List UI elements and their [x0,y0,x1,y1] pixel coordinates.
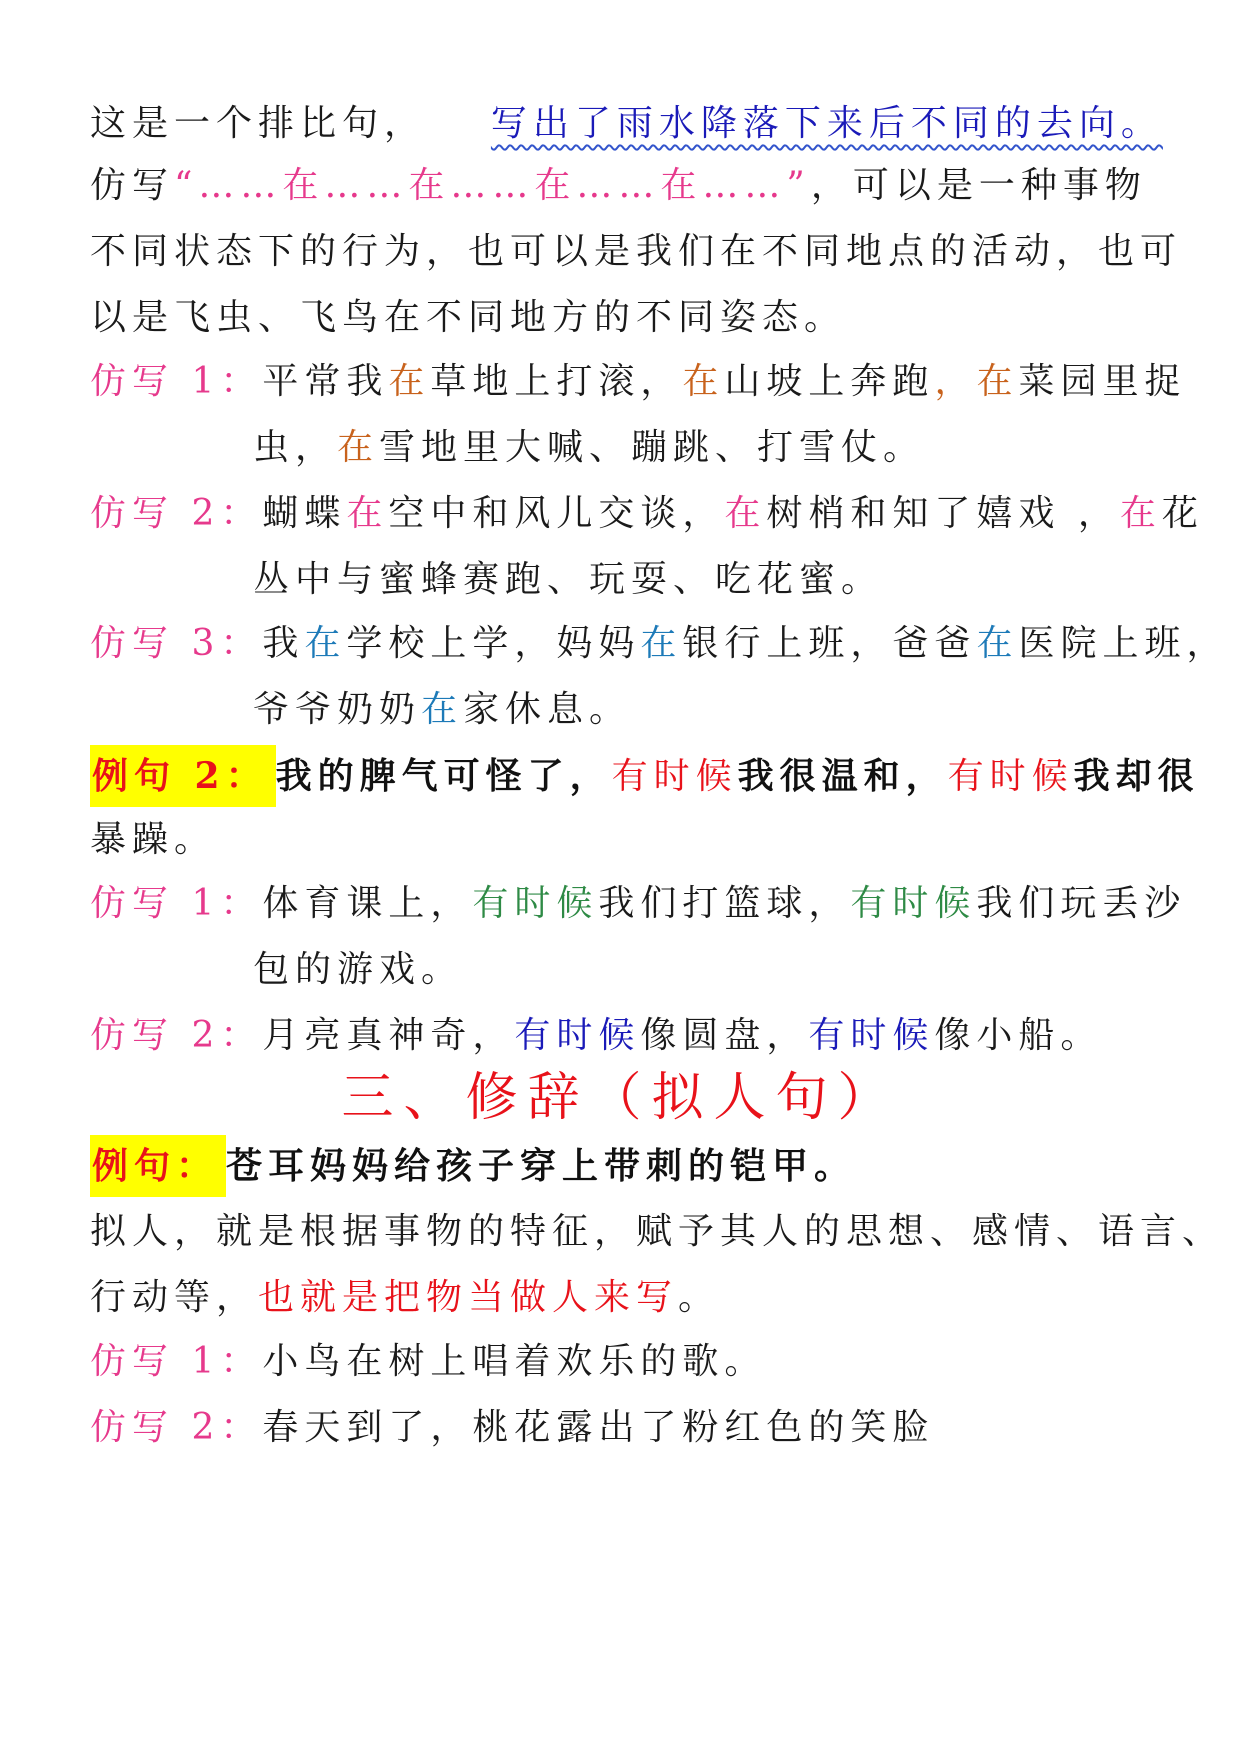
sentence-text: 我很温和， [737,755,948,797]
keyword-zai: 在 [346,493,389,534]
sentence-text: 菜园里捉 [1018,361,1187,402]
keyword-sometimes: 有时候 [947,756,1074,797]
sentence-text: 月亮真神奇， [262,1015,515,1056]
personification-definition-line1: 拟人，就是根据事物的特征，赋予其人的思想、感情、语言、 [90,1211,1225,1252]
imitation-personification-2 [90,1404,934,1452]
imitation-label: 仿写 1： [90,1341,263,1382]
imitation-sometimes-1-line2: 包的游戏。 [253,949,464,990]
keyword-zai: 在 [1119,493,1162,534]
sentence-text: 草地上打滚， [430,361,683,402]
paragraph-imitation-guide-line1 [90,162,1147,210]
personification-definition-line2 [90,1274,720,1322]
imitation-label: 仿写 2： [90,1407,263,1448]
sentence-text: 虫， [253,427,338,468]
keyword-sometimes: 有时候 [808,1015,935,1056]
example-label-highlight: 例句： [90,1135,226,1197]
sentence-text: 我却很 [1073,755,1200,797]
sentence-text: 爷爷奶奶 [253,689,422,730]
keyword-zai: 在 [388,361,431,402]
sentence-text: 像圆盘， [640,1015,809,1056]
imitation-label: 仿写 1： [90,361,263,402]
sentence-text: 银行上班，爸爸 [682,623,977,664]
keyword-zai: 在 [640,623,683,664]
keyword-zai: 在 [976,623,1019,664]
example-label-highlight: 例句 2： [90,745,276,807]
sentence-text: 我们玩丢沙 [976,883,1187,924]
underlined-explanation: 写出了雨水降落下来后不同的去向。 [490,103,1163,144]
sentence-text: 春天到了，桃花露出了粉红色的笑脸 [262,1407,935,1448]
sentence-text: 我的脾气可怪了， [275,755,612,797]
paragraph-imitation-guide-line3: 以是飞虫、飞鸟在不同地方的不同姿态。 [90,297,847,338]
imitation-label: 仿写 2： [90,493,263,534]
keyword-zai: 在 [682,361,725,402]
sentence-text: 小鸟在树上唱着欢乐的歌。 [262,1341,767,1382]
keyword-sometimes: 有时候 [514,1015,641,1056]
sentence-text: 行动等， [90,1277,259,1318]
sentence-text: 家休息。 [463,689,632,730]
sentence-text: 像小船。 [934,1015,1103,1056]
sentence-text: 学校上学，妈妈 [346,623,641,664]
sentence-text: 蝴蝶 [262,493,347,534]
sentence-text: 医院上班， [1018,623,1229,664]
keyword-sometimes: 有时候 [611,756,738,797]
comma-mark: ， [934,361,977,402]
keyword-sometimes: 有时候 [850,883,977,924]
guide-rest: ，可以是一种事物 [810,165,1147,206]
section-heading-personification: 三、修辞（拟人句） [341,1068,900,1128]
imitation-sometimes-1-line1 [90,880,1186,928]
example-sentence-2-line2: 暴躁。 [90,819,217,860]
paragraph-parallelism-intro [90,100,1163,148]
imitation-label: 仿写 1： [90,883,263,924]
example-sentence-2-line1 [90,752,1200,800]
keyword-zai: 在 [724,493,767,534]
imitation-2-line2: 丛中与蜜蜂赛跑、玩耍、吃花蜜。 [253,559,884,600]
sentence-text: 雪地里大喊、蹦跳、打雪仗。 [379,427,926,468]
pattern-quote: “……在……在……在……在……” [174,165,811,206]
paragraph-imitation-guide-line2: 不同状态下的行为，也可以是我们在不同地点的活动，也可 [90,231,1183,272]
sentence-text: 我们打篮球， [598,883,851,924]
imitation-3-line1 [90,620,1228,668]
keyword-zai: 在 [304,623,347,664]
sentence-text: 树梢和知了嬉戏 ， [766,493,1120,534]
sentence-text: 苍耳妈妈给孩子穿上带刺的铠甲。 [226,1145,857,1187]
intro-lead-text: 这是一个排比句， [90,103,427,144]
keyword-sometimes: 有时候 [472,883,599,924]
sentence-text: 我 [262,623,305,664]
imitation-label: 仿写 2： [90,1015,263,1056]
sentence-text: 山坡上奔跑 [724,361,935,402]
sentence-text: 。 [678,1277,721,1318]
sentence-text: 体育课上， [262,883,473,924]
imitation-label: 仿写 3： [90,623,263,664]
guide-lead: 仿写 [90,165,175,206]
imitation-1-line2 [253,424,925,472]
definition-emphasis: 也就是把物当做人来写 [258,1277,679,1318]
sentence-text: 花 [1161,493,1204,534]
imitation-personification-1 [90,1338,766,1386]
keyword-zai: 在 [337,427,380,468]
imitation-3-line2 [253,686,631,734]
imitation-1-line1 [90,358,1186,406]
sentence-text: 空中和风儿交谈， [388,493,725,534]
imitation-2-line1 [90,490,1204,538]
keyword-zai: 在 [421,689,464,730]
example-sentence-personification [90,1142,856,1190]
imitation-sometimes-2 [90,1012,1102,1060]
sentence-text: 平常我 [262,361,389,402]
keyword-zai: 在 [976,361,1019,402]
